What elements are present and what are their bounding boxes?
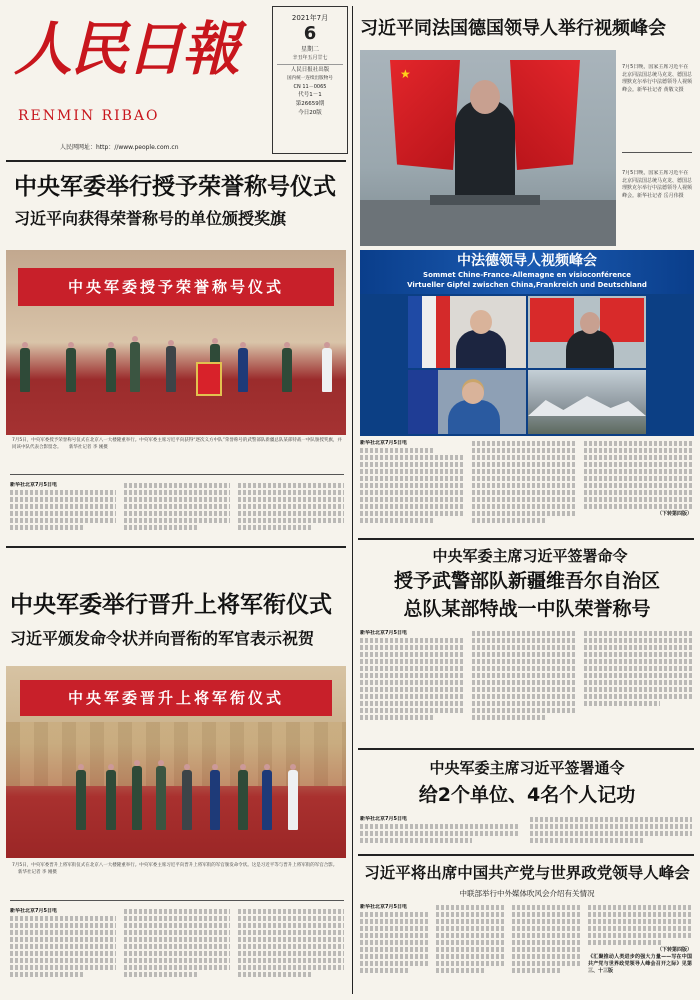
summit-video-photo [360,250,694,436]
lunar-date: 辛丑年五月廿七 [292,55,328,61]
story2-photo-credit: 新华社记者 李 刚摄 [18,870,57,875]
story2-headline[interactable]: 中央军委举行晋升上将军衔仪式 [10,592,332,618]
top-story-continued[interactable]: （下转第四版） [656,511,692,517]
date-year-month: 2021年7月 [291,14,329,22]
top-story-body-col-1 [360,440,464,534]
story5-related-link[interactable]: 《汇聚推动人类进步的强大力量——写在中国共产党与世界政党领导人峰会召开之际》见第三、十三版 [588,954,692,974]
story4-headline-line-2[interactable]: 给2个单位、4名个人记功 [418,784,636,806]
story5-body-col-1 [360,904,430,994]
rule-left-1 [6,546,346,548]
weekday: 星期二 [300,46,319,53]
top-story-body-col-3 [584,440,692,534]
top-story-photo-xi: ★ [360,50,616,246]
story1-body-col-1 [10,482,116,538]
story3-body-col-1 [360,630,464,742]
story1-ceremony-photo [6,250,346,435]
story2-subhead[interactable]: 习近平颁发命令状并向晋衔的军官表示祝贺 [10,629,315,648]
story3-headline-line-1[interactable]: 中央军委主席习近平签署命令 [432,547,628,565]
summit-banner-fr: Sommet Chine-France-Allemagne en visioconférence [423,271,631,279]
story2-dateline: 新华社北京7月5日电 [10,908,57,914]
top-story-body-col-2 [472,440,576,534]
story3-headline-line-3[interactable]: 总队某部特战一中队荣誉称号 [403,598,651,620]
story2-ceremony-photo [6,666,346,858]
story4-body-col-1 [360,816,520,850]
story3-body-col-2 [472,630,576,742]
top-story-side-note-1: 7月5日晚，国家主席习近平在北京同法国总统马克龙、德国总理默克尔举行中法德领导人视频峰会。新华社记者 黄敬文摄 [622,64,692,93]
story1-caption [12,437,342,459]
story2-caption [12,862,342,884]
code-number: 代号1－1 [298,92,322,98]
story5-body-col-2 [436,904,506,994]
serial-label: 国内统一连续出版物号 [287,76,333,81]
rule-right-3 [358,854,694,856]
rule-right-1 [358,538,694,540]
story3-headline-line-2[interactable]: 授予武警部队新疆维吾尔自治区 [393,570,660,592]
top-story-headline[interactable]: 习近平同法国德国领导人举行视频峰会 [360,18,666,39]
story3-dateline: 新华社北京7月5日电 [360,630,407,636]
rule-right-2 [358,748,694,750]
summit-banner-zh: 中法德领导人视频峰会 [457,253,597,269]
story1-body-col-3 [238,482,344,538]
masthead-title: 人民日報 [14,15,239,83]
story1-photo-credit: 新华社记者 李 刚摄 [68,445,108,450]
story1-caption-text: 7月5日，中央军委授予荣誉称号仪式在北京八一大楼隆重举行。中央军委主席习近平向获得“逐次义方中队”荣誉称号的武警部队新疆总队某部特战一中队颁授奖旗，并同该中队代表合影留念。 [12,438,342,450]
masthead-pinyin: RENMIN RIBAO [18,108,160,124]
story4-body-col-2 [530,816,692,850]
top-story-dateline: 新华社北京7月5日电 [360,440,407,446]
masthead-website[interactable]: 人民网网址：http：//www.people.com.cn [60,144,179,151]
story4-dateline: 新华社北京7月5日电 [360,816,407,822]
page-count: 今日20版 [298,110,322,116]
story2-banner: 中央军委晋升上将军衔仪式 [67,689,284,707]
story5-body-col-3 [512,904,582,994]
issue-number: 第26659期 [295,101,325,107]
story1-subhead[interactable]: 习近平向获得荣誉称号的单位颁授奖旗 [14,209,287,228]
story2-caption-text: 7月5日，中央军委晋升上将军衔仪式在北京八一大楼隆重举行。中央军委主席习近平向晋升上将军衔的军官颁发命令状。这是习近平等与晋升上将军衔的军官合影。 [12,863,338,868]
story5-dateline: 新华社北京7月5日电 [360,904,407,910]
publisher: 人民日报社出版 [277,64,343,75]
summit-banner-de: Virtueller Gipfel zwischen China,Frankreich und Deutschland [407,281,647,289]
story5-headline[interactable]: 习近平将出席中国共产党与世界政党领导人峰会 [364,864,690,882]
story1-body-col-2 [124,482,230,538]
column-divider [352,6,353,994]
story1-dateline: 新华社北京7月5日电 [10,482,57,488]
story5-body-col-4 [588,904,692,994]
date-day: 6 [303,23,317,44]
story1-banner: 中央军委授予荣誉称号仪式 [67,278,284,296]
story2-body-col-2 [124,908,230,992]
story4-headline-line-1[interactable]: 中央军委主席习近平签署通令 [429,759,625,777]
story3-body-col-3 [584,630,692,742]
story1-headline[interactable]: 中央军委举行授予荣誉称号仪式 [14,174,336,200]
masthead-rule [6,160,346,162]
date-box [272,6,348,154]
cn-number: CN 11－0065 [293,84,327,90]
story5-continued[interactable]: （下转第四版） [656,947,692,953]
story2-body-col-3 [238,908,344,992]
story5-subhead[interactable]: 中联部举行中外媒体吹风会介绍有关情况 [459,889,595,898]
top-story-side-note-2: 7月5日晚，国家主席习近平在北京同法国总统马克龙、德国总理默克尔举行中法德领导人视频峰会。新华社记者 岳月伟摄 [622,170,692,199]
story2-body-col-1 [10,908,116,992]
